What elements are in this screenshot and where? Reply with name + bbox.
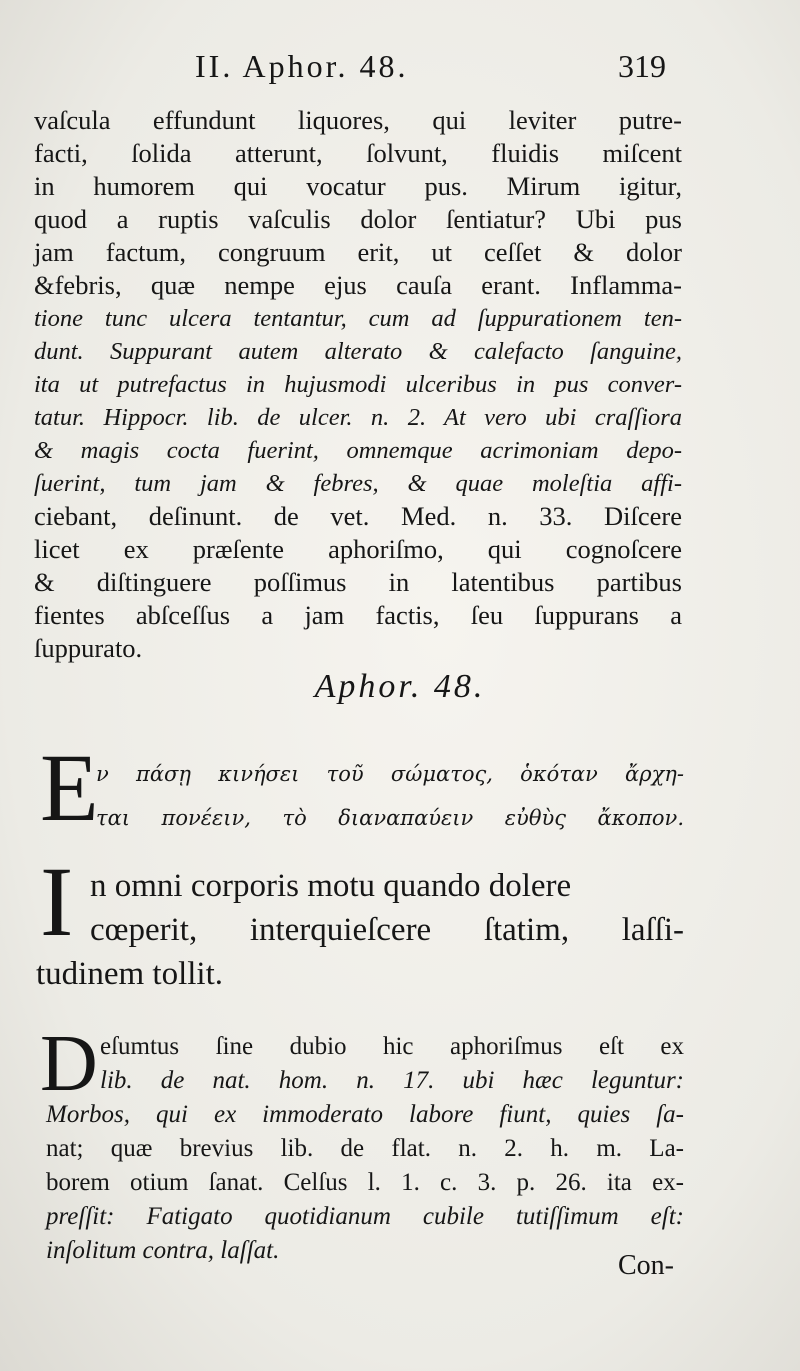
commentary bbox=[46, 1030, 684, 1268]
text-line: in humorem qui vocatur pus. Mirum igitur, bbox=[34, 171, 682, 201]
greek-line: ν πάσῃ κινήσει τοῦ σώματος, ὁκόταν ἄρχη- bbox=[96, 762, 684, 786]
commentary-initial: D bbox=[40, 1020, 98, 1108]
text-line: tatur. Hippocr. lib. de ulcer. n. 2. At vero ubi craſſiora bbox=[34, 404, 682, 431]
paragraph-continuation bbox=[34, 104, 682, 665]
text-line: facti, ſolida atterunt, ſolvunt, fluidis miſcent bbox=[34, 138, 682, 168]
text-line: ita ut putrefactus in hujusmodi ulceribus in pus conver- bbox=[34, 371, 682, 398]
text-line: inſolitum contra, laſſat. bbox=[46, 1237, 280, 1264]
text-line: tione tunc ulcera tentantur, cum ad ſuppurationem ten- bbox=[34, 305, 682, 332]
running-title: II. Aphor. 48. bbox=[195, 48, 409, 84]
greek-text bbox=[96, 752, 684, 840]
latin-initial: I bbox=[40, 846, 74, 957]
text-line: fientes abſceſſus a jam factis, ſeu ſuppurans a bbox=[34, 600, 682, 630]
text-line: nat; quæ brevius lib. de flat. n. 2. h. m. La- bbox=[46, 1135, 684, 1162]
text-line: lib. de nat. hom. n. 17. ubi hæc leguntur: bbox=[100, 1067, 684, 1094]
greek-line: ται πονέειν, τὸ διαναπαύειν εὐθὺς ἄκοπον. bbox=[96, 806, 684, 830]
text-line: eſumtus ſine dubio hic aphoriſmus eſt ex bbox=[100, 1033, 684, 1060]
text-line: & diſtinguere poſſimus in latentibus partibus bbox=[34, 567, 682, 597]
page-number: 319 bbox=[618, 48, 666, 84]
text-line: ſuerint, tum jam & febres, & quae moleſtia affi- bbox=[34, 470, 682, 497]
text-line: quod a ruptis vaſculis dolor ſentiatur? Ubi pus bbox=[34, 204, 682, 234]
text-line: dunt. Suppurant autem alterato & calefacto ſanguine, bbox=[34, 338, 682, 365]
text-line: tudinem tollit. bbox=[36, 956, 223, 992]
text-line: n omni corporis motu quando dolere bbox=[90, 868, 572, 904]
text-line: jam factum, congruum erit, ut ceſſet & dolor bbox=[34, 237, 682, 267]
text-line: & magis cocta fuerint, omnemque acrimoniam depo- bbox=[34, 437, 682, 464]
text-line: borem otium ſanat. Celſus l. 1. c. 3. p. 26. ita ex- bbox=[46, 1169, 684, 1196]
text-line: ciebant, deſinunt. de vet. Med. n. 33. Diſcere bbox=[34, 501, 682, 531]
running-header bbox=[0, 38, 800, 98]
text-line: preſſit: Fatigato quotidianum cubile tutiſſimum eſt: bbox=[46, 1203, 684, 1230]
catchword: Con- bbox=[618, 1250, 674, 1281]
greek-initial: E bbox=[40, 734, 99, 841]
text-line: &febris, quæ nempe ejus cauſa erant. Inflamma- bbox=[34, 270, 682, 300]
text-line: ſuppurato. bbox=[34, 633, 143, 663]
text-line: licet ex præſente aphoriſmo, qui cognoſcere bbox=[34, 534, 682, 564]
latin-translation bbox=[36, 864, 684, 996]
text-line: cœperit, interquieſcere ſtatim, laſſi- bbox=[90, 912, 684, 948]
aphorism-heading: Aphor. 48. bbox=[314, 668, 486, 705]
text-line: vaſcula effundunt liquores, qui leviter putre- bbox=[34, 105, 682, 135]
text-line: Morbos, qui ex immoderato labore fiunt, quies ſa- bbox=[46, 1101, 684, 1128]
